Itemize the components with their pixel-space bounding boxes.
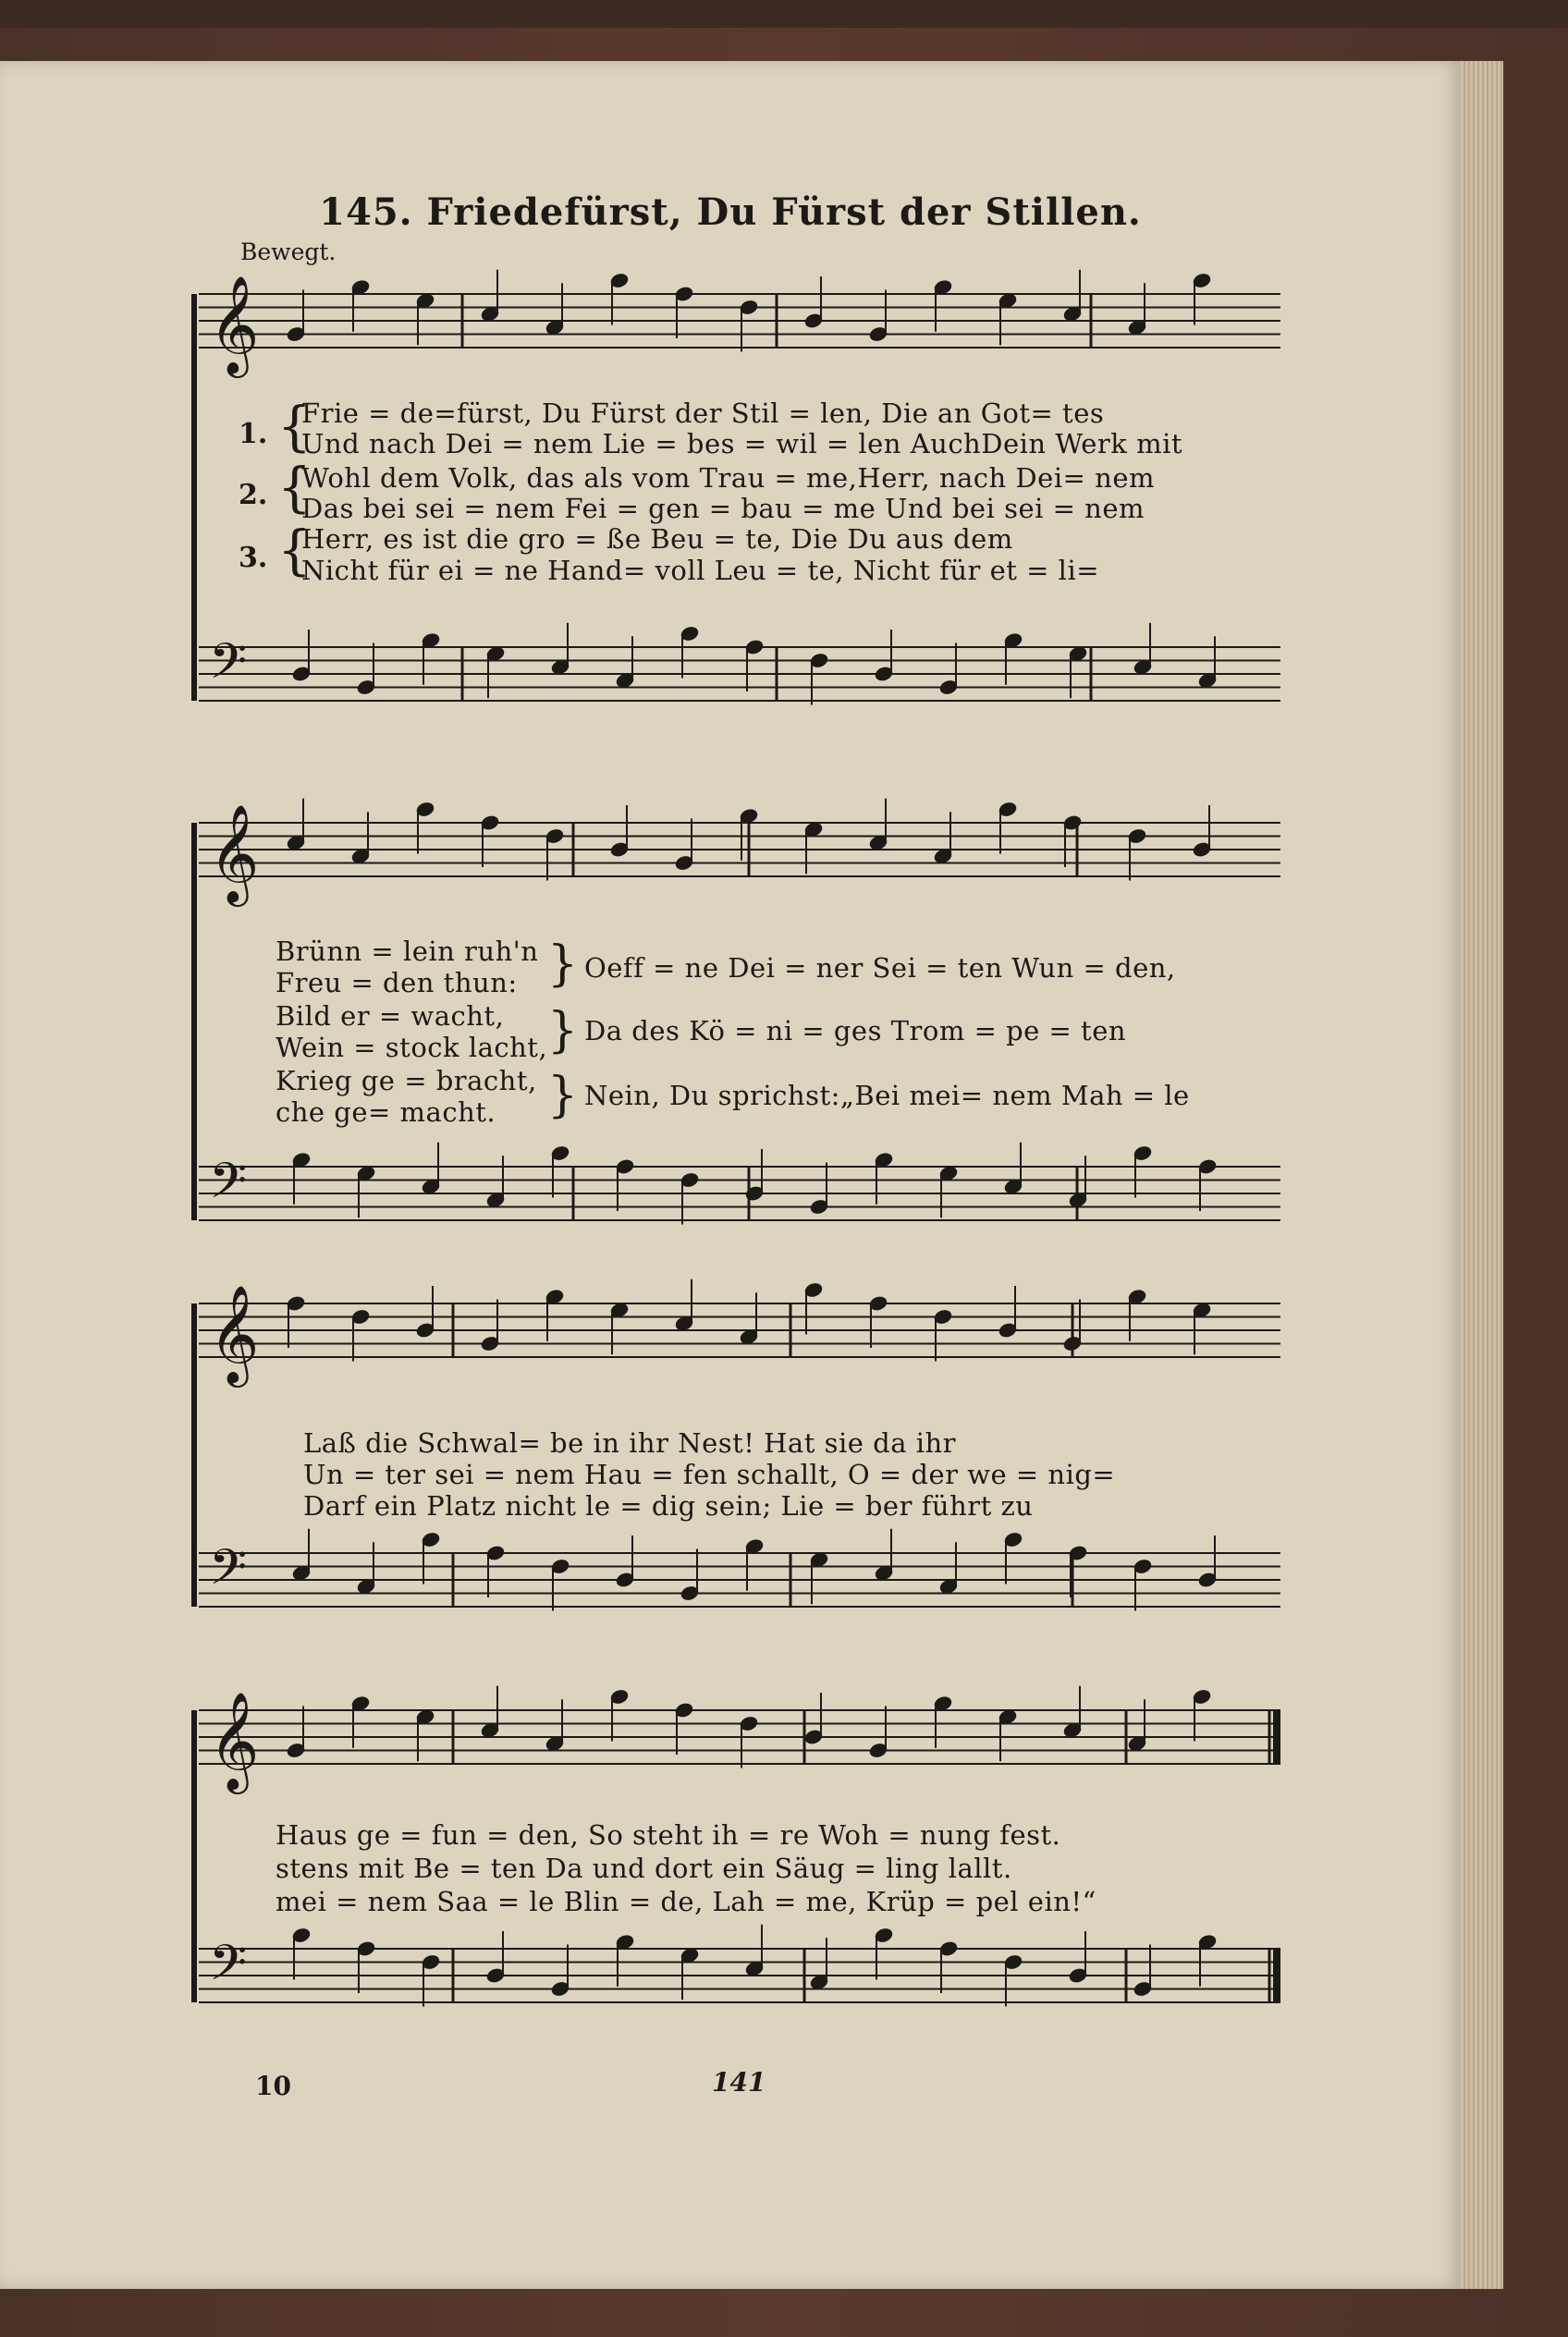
system-bracket	[191, 1303, 197, 1607]
brace-right: }	[547, 1003, 579, 1058]
lyric-line: Krieg ge = bracht,	[276, 1065, 537, 1096]
lyric-line: stens mit Be = ten Da und dort ein Säug = ling lallt.	[276, 1853, 1012, 1884]
page-signature: 10	[255, 2071, 291, 2101]
lyric-line: Darf ein Platz nicht le = dig sein; Lie = ber führt zu	[303, 1490, 1034, 1522]
treble-clef-icon: 𝄞	[209, 1284, 260, 1383]
tempo-marking: Bewegt.	[240, 239, 337, 265]
lyric-line: Und nach Dei = nem Lie = bes = wil = len AuchDein Werk mit	[301, 428, 1183, 459]
system-bracket	[191, 823, 197, 1220]
brace-right: }	[547, 936, 579, 992]
treble-clef-icon: 𝄞	[209, 803, 260, 902]
system-bracket	[191, 1710, 197, 2002]
lyric-line: Wohl dem Volk, das als vom Trau = me,Herr, nach Dei= nem	[301, 462, 1155, 494]
lyric-line: Frie = de=fürst, Du Fürst der Stil = len, Die an Got= tes	[301, 398, 1105, 429]
lyric-line: che ge= macht.	[276, 1096, 496, 1128]
lyric-line: Nein, Du sprichst:„Bei mei= nem Mah = le	[584, 1080, 1190, 1111]
bass-clef-icon: 𝄢	[209, 1539, 248, 1609]
lyric-line: Wein = stock lacht,	[276, 1032, 548, 1063]
lyric-line: Freu = den thun:	[276, 967, 518, 998]
bass-clef-icon: 𝄢	[209, 1935, 248, 2004]
brace-verse-3: {	[277, 519, 312, 581]
bass-clef-icon: 𝄢	[209, 1153, 248, 1222]
treble-clef-icon: 𝄞	[209, 1691, 260, 1790]
lyric-line: Laß die Schwal= be in ihr Nest! Hat sie da ihr	[303, 1427, 957, 1459]
verse-number-1: 1.	[239, 418, 268, 450]
lyric-line: Da des Kö = ni = ges Trom = pe = ten	[584, 1015, 1127, 1046]
lyric-line: Un = ter sei = nem Hau = fen schallt, O = der we = nig=	[303, 1459, 1116, 1490]
brace-verse-1: {	[277, 395, 312, 458]
bass-clef-icon: 𝄢	[209, 633, 248, 703]
brace-right: }	[547, 1068, 579, 1123]
system-bracket	[191, 294, 197, 701]
lyric-line: Bild er = wacht,	[276, 1000, 505, 1032]
verse-number-3: 3.	[239, 542, 268, 574]
treble-clef-icon: 𝄞	[209, 275, 260, 373]
lyric-line: Haus ge = fun = den, So steht ih = re Woh = nung fest.	[276, 1819, 1061, 1851]
lyric-line: Nicht für ei = ne Hand= voll Leu = te, Nicht für et = li=	[301, 555, 1100, 586]
lyric-line: Herr, es ist die gro = ße Beu = te, Die Du aus dem	[301, 523, 1013, 555]
lyric-line: Das bei sei = nem Fei = gen = bau = me Und bei sei = nem	[301, 493, 1145, 524]
verse-number-2: 2.	[239, 479, 268, 511]
brace-verse-2: {	[277, 456, 312, 519]
lyric-line: Oeff = ne Dei = ner Sei = ten Wun = den,	[584, 952, 1176, 984]
page-number: 141	[712, 2067, 766, 2098]
hymn-title: 145. Friedefürst, Du Fürst der Stillen.	[319, 190, 1142, 234]
lyric-line: mei = nem Saa = le Blin = de, Lah = me, Krüp = pel ein!“	[276, 1886, 1096, 1917]
lyric-line: Brünn = lein ruh'n	[276, 936, 539, 967]
